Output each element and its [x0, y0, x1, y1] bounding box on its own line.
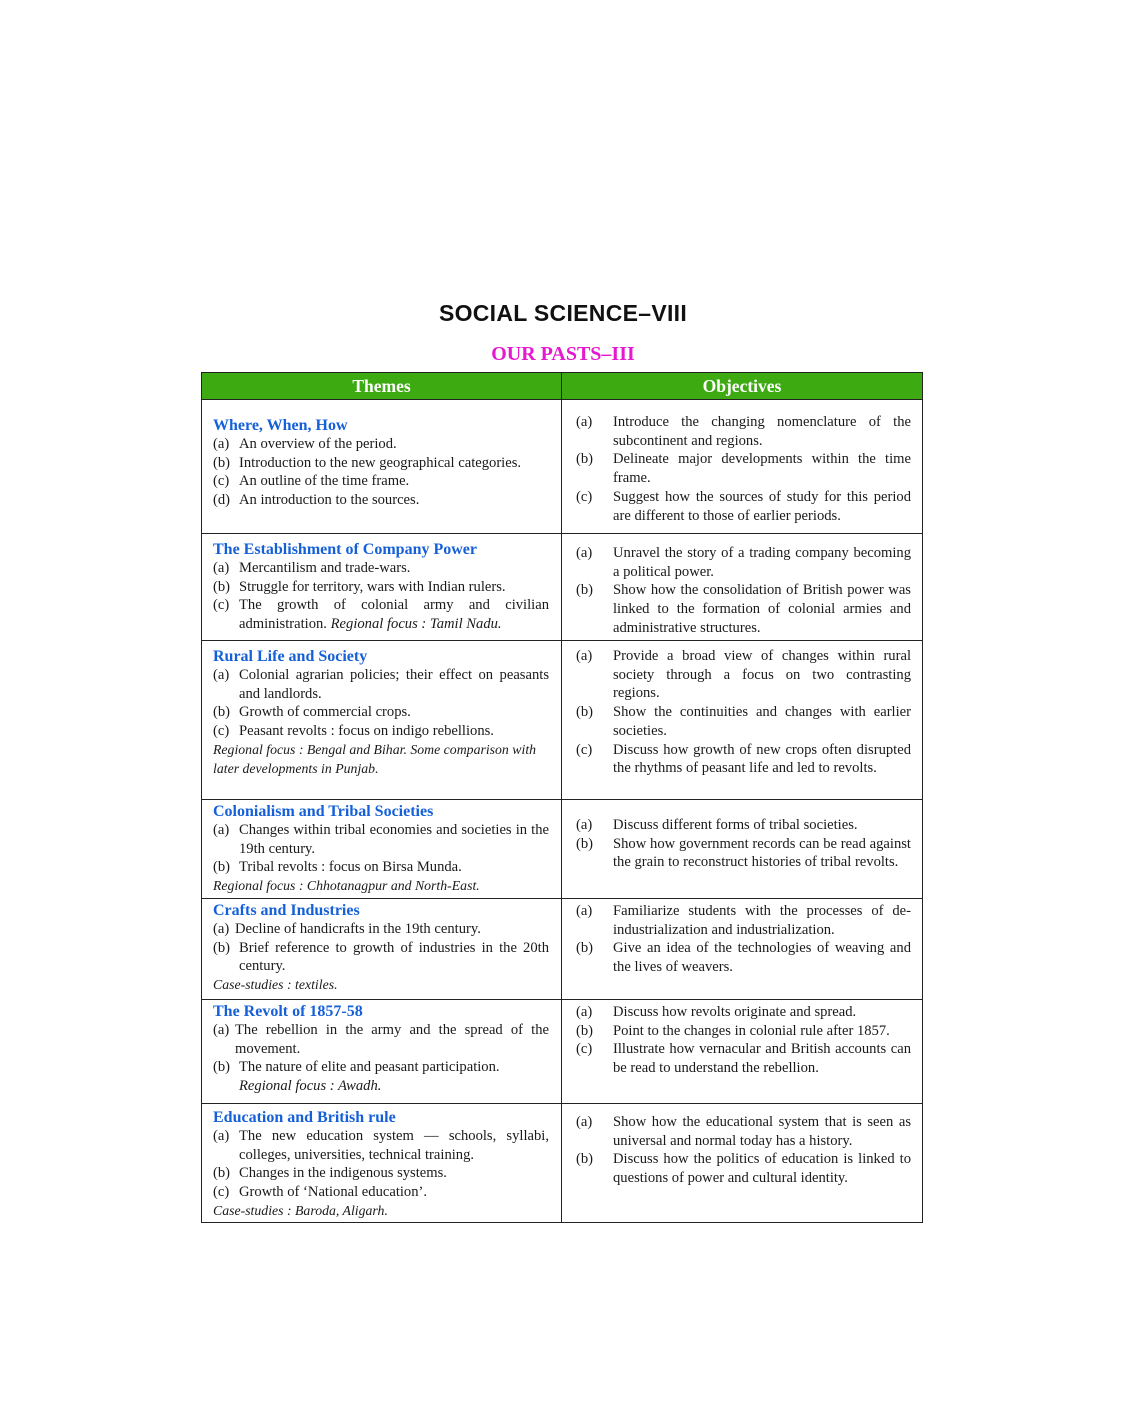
- case-studies-note: Case-studies : Baroda, Aligarh.: [213, 1202, 388, 1218]
- syllabus-table: [201, 372, 923, 1223]
- theme-title: Colonialism and Tribal Societies: [213, 803, 434, 820]
- objective-item: (b) Show how the consolidation of British power was linked to the formation of colonial armies and administrative structures.: [576, 582, 911, 636]
- table-row: [202, 534, 923, 641]
- objective-item: (a) Show how the educational system that is seen as universal and normal today has a history.: [576, 1113, 911, 1149]
- theme-cell: [202, 400, 562, 534]
- theme-title: Crafts and Industries: [213, 901, 360, 919]
- regional-focus-note: Regional focus : Bengal and Bihar. Some comparison with later developments in Punjab.: [213, 741, 537, 776]
- theme-item: (a) Decline of handicrafts in the 19th century.: [213, 920, 481, 937]
- theme-item: (b) Tribal revolts : focus on Birsa Munda.: [213, 859, 462, 876]
- objective-item: (b) Point to the changes in colonial rule after 1857.: [576, 1022, 890, 1039]
- objective-item: (a) Discuss how revolts originate and spread.: [576, 1003, 857, 1020]
- theme-item: (c) Growth of ‘National education’.: [213, 1183, 428, 1200]
- theme-item: (b) The nature of elite and peasant participation. Regional focus : Awadh.: [213, 1059, 500, 1094]
- theme-item: (c) An outline of the time frame.: [213, 473, 410, 490]
- theme-cell: [202, 999, 562, 1103]
- objective-item: (a) Introduce the changing nomenclature of the subcontinent and regions.: [576, 414, 911, 449]
- theme-cell: [202, 534, 562, 641]
- table-row: [202, 898, 923, 999]
- table-header-row: [202, 373, 923, 400]
- page-title: SOCIAL SCIENCE–VIII: [438, 300, 688, 326]
- table-row: [202, 641, 923, 800]
- theme-item: (b) Struggle for territory, wars with Indian rulers.: [213, 578, 506, 595]
- objective-item: (b) Show the continuities and changes with earlier societies.: [576, 704, 911, 739]
- objective-item: (c) Suggest how the sources of study for this period are different to those of earlier periods.: [576, 488, 911, 524]
- objectives-cell: [562, 1103, 923, 1223]
- theme-item: (a) An overview of the period.: [213, 436, 397, 452]
- theme-cell: [202, 641, 562, 800]
- theme-item: (a) The new education system — schools, syllabi, colleges, universities, technical training.: [213, 1127, 549, 1163]
- objectives-cell: [562, 400, 923, 534]
- theme-item: (c) The growth of colonial army and civilian administration. Regional focus : Tamil Nadu.: [213, 597, 549, 633]
- objectives-cell: [562, 641, 923, 800]
- book-subtitle: OUR PASTS–III: [491, 343, 635, 365]
- objective-item: (c) Illustrate how vernacular and British accounts can be read to understand the rebellion.: [576, 1041, 911, 1076]
- theme-item: (c) Peasant revolts : focus on indigo rebellions.: [213, 723, 494, 740]
- objectives-cell: [562, 800, 923, 899]
- theme-item: (b) Introduction to the new geographical categories.: [213, 454, 522, 471]
- theme-cell: [202, 898, 562, 999]
- objectives-cell: [562, 999, 923, 1103]
- objective-item: (a) Familiarize students with the processes of de-industrialization and industrialization.: [576, 902, 911, 938]
- objective-item: (a) Provide a broad view of changes within rural society through a focus on two contrasting regions.: [576, 648, 911, 702]
- theme-item: (a) Colonial agrarian policies; their effect on peasants and landlords.: [213, 667, 549, 702]
- theme-title: Rural Life and Society: [213, 648, 368, 665]
- table-row: [202, 800, 923, 899]
- theme-item: (b) Brief reference to growth of industries in the 20th century.: [213, 939, 549, 975]
- column-header-themes: Themes: [202, 373, 562, 400]
- theme-cell: [202, 800, 562, 899]
- objective-item: (b) Give an idea of the technologies of weaving and the lives of weavers.: [576, 940, 911, 975]
- theme-title: The Establishment of Company Power: [213, 541, 478, 558]
- objective-item: (b) Delineate major developments within the time frame.: [576, 451, 911, 487]
- case-studies-note: Case-studies : textiles.: [213, 976, 338, 992]
- table-row: [202, 400, 923, 534]
- objective-item: (b) Show how government records can be read against the grain to reconstruct histories of tribal revolts.: [576, 835, 911, 871]
- theme-item: (b) Growth of commercial crops.: [213, 704, 411, 721]
- theme-title: Education and British rule: [213, 1108, 396, 1126]
- regional-focus-note: Regional focus : Chhotanagpur and North-East.: [213, 878, 480, 894]
- objective-item: (a) Discuss different forms of tribal societies.: [576, 817, 858, 833]
- theme-item: (a) Changes within tribal economies and societies in the 19th century.: [213, 822, 549, 857]
- theme-item: (b) Changes in the indigenous systems.: [213, 1165, 447, 1182]
- objectives-cell: [562, 534, 923, 641]
- theme-title: The Revolt of 1857-58: [213, 1002, 363, 1020]
- regional-focus-note: Regional focus : Awadh.: [239, 1077, 382, 1094]
- table-row: [202, 1103, 923, 1223]
- theme-item: (d) An introduction to the sources.: [213, 492, 420, 509]
- theme-item: (a) The rebellion in the army and the spread of the movement.: [213, 1021, 549, 1057]
- column-header-objectives: Objectives: [562, 373, 923, 400]
- objectives-cell: [562, 898, 923, 999]
- regional-focus-note: Regional focus : Tamil Nadu.: [330, 616, 502, 633]
- objective-item: (b) Discuss how the politics of education is linked to questions of power and cultural identity.: [576, 1151, 911, 1186]
- theme-title: Where, When, How: [213, 417, 348, 434]
- table-row: [202, 999, 923, 1103]
- theme-item: (a) Mercantilism and trade-wars.: [213, 560, 411, 576]
- objective-item: (a) Unravel the story of a trading company becoming a political power.: [576, 545, 911, 580]
- theme-cell: [202, 1103, 562, 1223]
- objective-item: (c) Discuss how growth of new crops often disrupted the rhythms of peasant life and led to revolts.: [576, 741, 911, 777]
